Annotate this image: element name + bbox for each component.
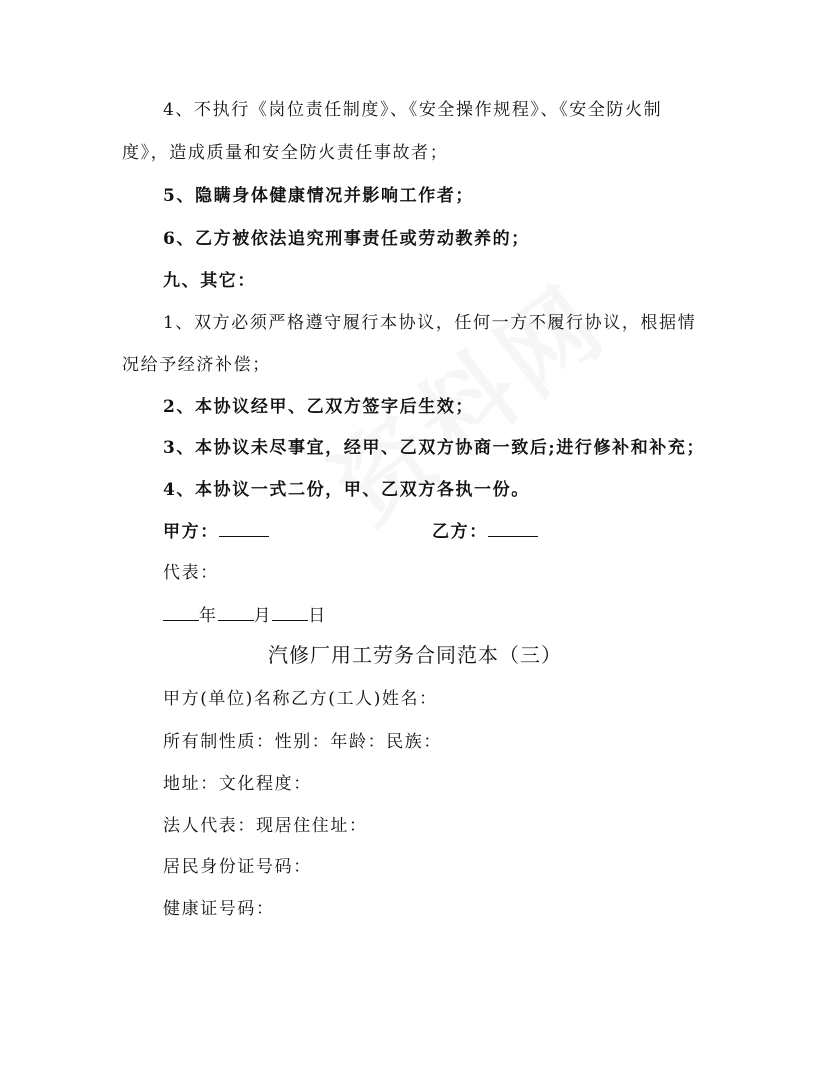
year-blank <box>163 604 199 621</box>
form-field: 所有制性质：性别：年龄：民族： <box>163 732 442 752</box>
party-b-label: 乙方： <box>432 522 488 542</box>
form-field: 法人代表：现居住住址： <box>163 816 368 836</box>
form-field: 健康证号码： <box>163 899 275 919</box>
section-title: 汽修厂用工劳务合同范本（三） <box>268 643 562 667</box>
signature-blank <box>219 520 269 537</box>
clause-line: 5、隐瞒身体健康情况并影响工作者； <box>163 186 475 206</box>
clause-line: 3、本协议未尽事宜，经甲、乙双方协商一致后;进行修补和补充； <box>163 438 706 458</box>
section-heading: 九、其它： <box>163 271 256 291</box>
day-label: 日 <box>308 606 327 626</box>
party-b-signature <box>432 520 538 543</box>
clause-line: 4、不执行《岗位责任制度》、《安全操作规程》、《安全防火制 <box>163 100 663 120</box>
day-blank <box>272 604 308 621</box>
signature-blank <box>488 520 538 537</box>
form-field: 居民身份证号码： <box>163 857 312 877</box>
party-a-label: 甲方： <box>163 522 219 542</box>
clause-line: 况给予经济补偿； <box>122 355 271 375</box>
month-label: 月 <box>253 606 273 626</box>
clause-line: 6、乙方被依法追究刑事责任或劳动教养的； <box>163 229 530 249</box>
clause-line: 2、本协议经甲、乙双方签字后生效； <box>163 397 475 417</box>
year-label: 年 <box>199 606 218 626</box>
clause-line: 度》，造成质量和安全防火责任事故者； <box>122 143 449 163</box>
clause-line: 4、本协议一式二份，甲、乙双方各执一份。 <box>163 480 530 500</box>
month-blank <box>218 604 254 621</box>
representative-label: 代表： <box>163 563 219 583</box>
clause-line: 1、双方必须严格遵守履行本协议，任何一方不履行协议，根据情 <box>163 313 697 333</box>
party-a-signature <box>163 520 269 543</box>
form-field: 地址：文化程度： <box>163 774 312 794</box>
date-line <box>163 604 327 627</box>
form-field: 甲方(单位)名称乙方(工人)姓名： <box>163 689 438 709</box>
